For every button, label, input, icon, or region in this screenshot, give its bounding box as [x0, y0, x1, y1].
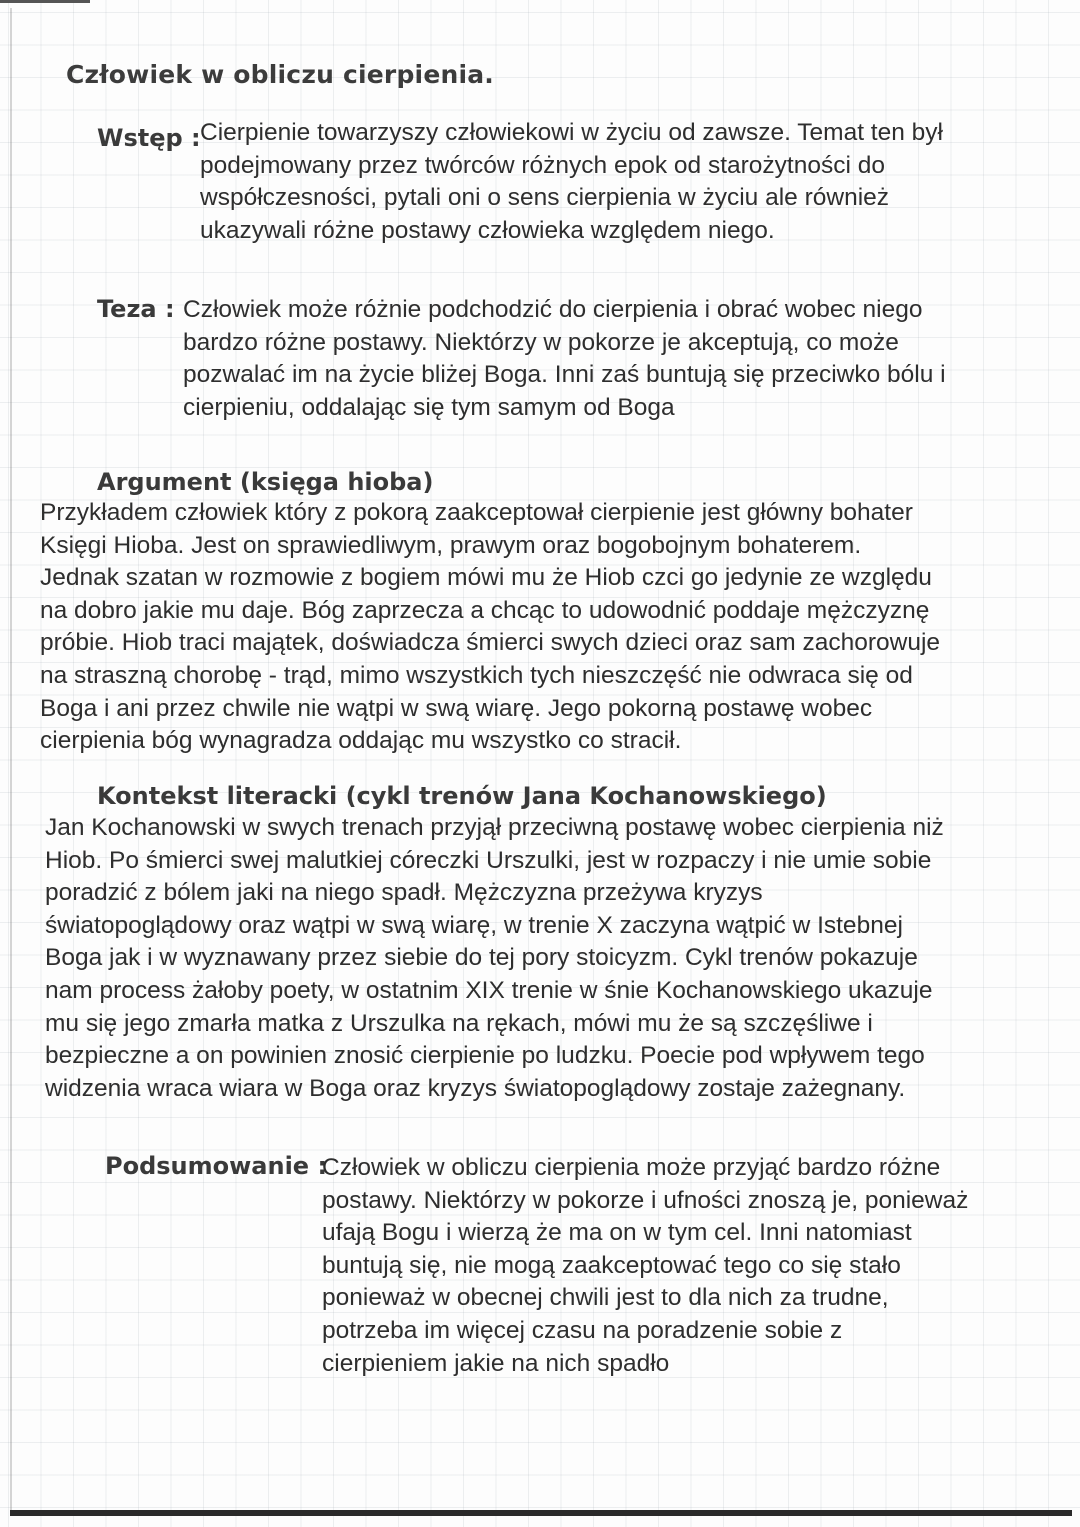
argument-heading: Argument (księga hioba) — [97, 468, 434, 496]
intro-line: ukazywali różne postawy człowieka względem niego. — [200, 216, 775, 244]
context-line: mu się jego zmarła matka z Urszulka na rękach, mówi mu że są szczęśliwe i — [45, 1009, 873, 1037]
argument-line: na straszną chorobę - trąd, mimo wszystkich tych nieszczęść nie odwraca się od — [40, 661, 913, 689]
summary-line: buntują się, nie mogą zaakceptować tego co się stało — [322, 1251, 901, 1279]
summary-line: potrzeba im więcej czasu na poradzenie sobie z — [322, 1316, 843, 1344]
context-line: Boga jak i w wyznawany przez siebie do tej pory stoicyzm. Cykl trenów pokazuje — [45, 944, 918, 972]
thesis-text — [183, 294, 946, 424]
summary-line: postawy. Niektórzy w pokorze i ufności znoszą je, ponieważ — [322, 1186, 969, 1214]
thesis-label: Teza : — [97, 295, 175, 323]
intro-line: Cierpienie towarzyszy człowiekowi w życiu od zawsze. Temat ten był — [200, 119, 943, 146]
context-line: widzenia wraca wiara w Boga oraz kryzys światopoglądowy zostaje zażegnany. — [45, 1074, 906, 1102]
thesis-line: Człowiek może różnie podchodzić do cierpienia i obrać wobec niego — [183, 296, 923, 323]
summary-line: ufają Bogu i wierzą że ma on w tym cel. Inni natomiast — [322, 1219, 912, 1247]
summary-line: ponieważ w obecnej chwili jest to dla nich za trudne, — [322, 1284, 889, 1312]
summary-text — [322, 1152, 968, 1380]
context-line: Jan Kochanowski w swych trenach przyjął przeciwną postawę wobec cierpienia niż — [45, 814, 944, 841]
intro-label: Wstęp : — [97, 124, 201, 152]
thesis-line: pozwalać im na życie bliżej Boga. Inni zaś buntują się przeciwko bólu i — [183, 361, 946, 389]
context-heading: Kontekst literacki (cykl trenów Jana Kochanowskiego) — [97, 782, 827, 810]
top-edge-rule — [0, 0, 90, 3]
bottom-edge-rule — [10, 1510, 1072, 1516]
argument-line: na dobro jakie mu daje. Bóg zaprzecza a chcąc to udowodnić poddaje mężczyznę — [40, 596, 930, 624]
intro-line: współczesności, pytali oni o sens cierpienia w życiu ale również — [200, 184, 890, 212]
thesis-line: cierpieniu, oddalając się tym samym od Boga — [183, 393, 675, 421]
context-line: nam process żałoby poety, w ostatnim XIX trenie w śnie Kochanowskiego ukazuje — [45, 976, 933, 1004]
intro-text — [200, 117, 943, 247]
summary-label: Podsumowanie : — [105, 1152, 328, 1180]
context-text — [45, 812, 944, 1105]
argument-line: Jednak szatan w rozmowie z bogiem mówi mu że Hiob czci go jedynie ze względu — [40, 564, 932, 592]
argument-line: Przykładem człowiek który z pokorą zaakceptował cierpienie jest główny bohater — [40, 499, 913, 526]
context-line: Hiob. Po śmierci swej malutkiej córeczki Urszulki, jest w rozpaczy i nie umie sobie — [45, 846, 932, 874]
summary-line: cierpieniem jakie na nich spadło — [322, 1349, 670, 1377]
intro-line: podejmowany przez twórców różnych epok od starożytności do — [200, 151, 885, 179]
context-line: bezpieczne a on powinien znosić cierpienie po ludzku. Poecie pod wpływem tego — [45, 1042, 925, 1070]
argument-text — [40, 497, 940, 758]
context-line: światopoglądowy oraz wątpi w swą wiarę, w trenie X zaczyna wątpić w Istebnej — [45, 911, 903, 939]
thesis-line: bardzo różne postawy. Niektórzy w pokorze je akceptują, co może — [183, 328, 899, 356]
argument-line: cierpienia bóg wynagradza oddając mu wszystko co stracił. — [40, 727, 682, 755]
context-line: poradzić z bólem jaki na niego spadł. Mężczyzna przeżywa kryzys — [45, 879, 763, 907]
summary-line: Człowiek w obliczu cierpienia może przyjąć bardzo różne — [322, 1154, 941, 1181]
page-title: Człowiek w obliczu cierpienia. — [66, 60, 495, 89]
left-page-edge — [10, 8, 12, 1510]
argument-line: Księgi Hioba. Jest on sprawiedliwym, prawym oraz bogobojnym bohaterem. — [40, 531, 862, 559]
argument-line: próbie. Hiob traci majątek, doświadcza śmierci swych dzieci oraz sam zachorowuje — [40, 629, 941, 657]
argument-line: Boga i ani przez chwile nie wątpi w swą wiarę. Jego pokorną postawę wobec — [40, 694, 873, 722]
